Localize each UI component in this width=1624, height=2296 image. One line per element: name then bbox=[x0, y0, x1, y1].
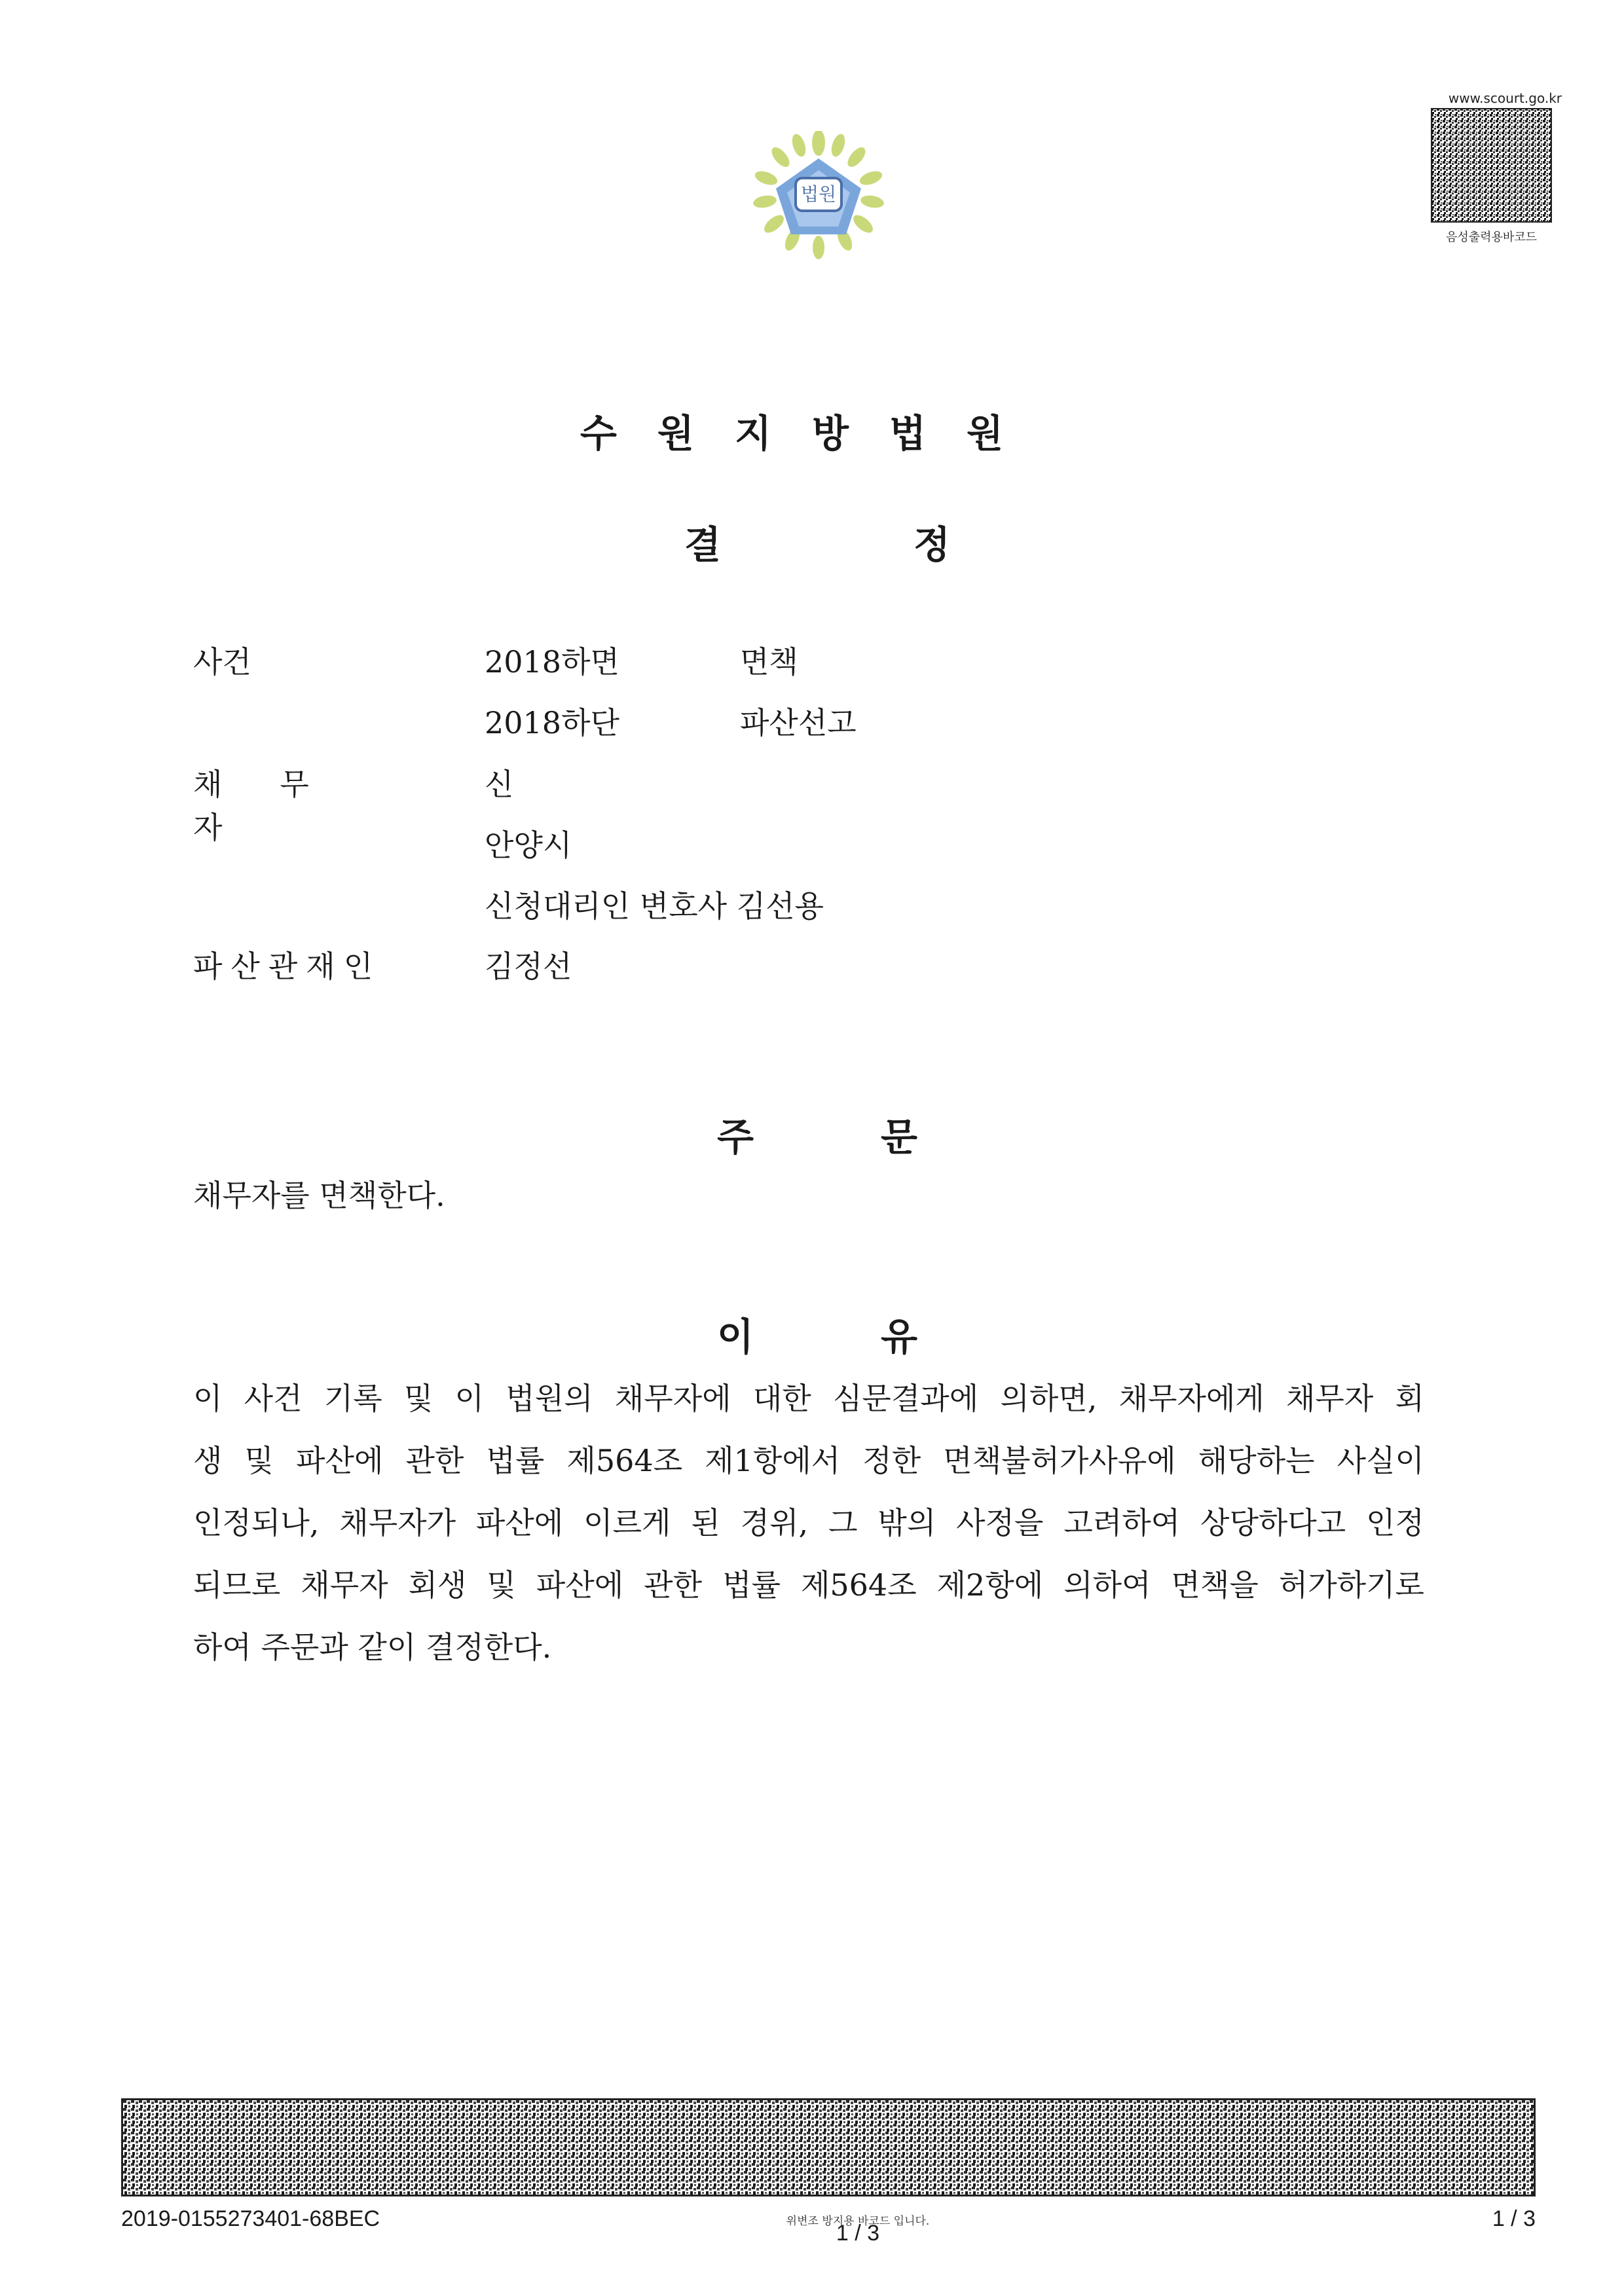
debtor-address: 안양시 bbox=[485, 828, 572, 863]
case-number-1: 2018하면 bbox=[485, 644, 619, 680]
barcode-icon bbox=[123, 2100, 1534, 2195]
case-label-text: 사건 bbox=[193, 644, 251, 680]
document-id: 2019-0155273401-68BEC bbox=[121, 2206, 380, 2231]
court-name: 수원지방법원 bbox=[580, 411, 1044, 456]
barcode-note: 위변조 방지용 바코드 입니다. bbox=[786, 2215, 930, 2228]
reason-heading-first: 이 bbox=[717, 1315, 754, 1359]
seal-label: 법원 bbox=[800, 183, 837, 205]
debtor-name: 신 bbox=[485, 767, 514, 802]
page-number-center: 1 / 3 bbox=[836, 2221, 880, 2246]
qr-code-icon bbox=[1431, 108, 1552, 223]
debtor-label-text: 채무자 bbox=[193, 767, 367, 845]
anti-forgery-barcode bbox=[121, 2098, 1536, 2196]
reason-line-2: 생 및 파산에 관한 법률 제564조 제1항에서 정한 면책불허가사유에 해당하는 사실이 bbox=[193, 1443, 1424, 1478]
barcode-caption: 음성출력용바코드 bbox=[1445, 230, 1538, 244]
order-heading-first: 주 bbox=[717, 1115, 754, 1159]
court-url: www.scourt.go.kr bbox=[1448, 90, 1562, 106]
trustee-label bbox=[193, 943, 383, 986]
case-number-2: 2018하단 bbox=[485, 705, 619, 740]
debtor-agent: 신청대리인 변호사 김선용 bbox=[485, 888, 824, 924]
trustee-name: 김정선 bbox=[485, 949, 572, 984]
page-number-right: 1 / 3 bbox=[1492, 2206, 1536, 2231]
reason-line-1: 이 사건 기록 및 이 법원의 채무자에 대한 심문결과에 의하면, 채무자에게 채무자 회 bbox=[193, 1381, 1424, 1416]
doc-type-second: 정 bbox=[913, 522, 951, 567]
trustee-label-text: 파산관재인 bbox=[193, 949, 382, 984]
case-name-2: 파산선고 bbox=[740, 705, 857, 740]
order-text: 채무자를 면책한다. bbox=[193, 1178, 445, 1213]
reason-line-3: 인정되나, 채무자가 파산에 이르게 된 경위, 그 밖의 사정을 고려하여 상당하다고 인정 bbox=[193, 1505, 1424, 1540]
court-seal bbox=[733, 131, 904, 262]
reason-line-4: 되므로 채무자 회생 및 파산에 관한 법률 제564조 제2항에 의하여 면책을 허가하기로 bbox=[193, 1567, 1424, 1603]
reason-heading-second: 유 bbox=[881, 1315, 918, 1359]
voice-barcode bbox=[1431, 108, 1552, 223]
debtor-label bbox=[193, 761, 383, 847]
order-heading-second: 문 bbox=[881, 1115, 918, 1159]
reason-line-5: 하여 주문과 같이 결정한다. bbox=[193, 1630, 552, 1665]
case-name-1: 면책 bbox=[740, 644, 798, 680]
case-label bbox=[193, 638, 377, 682]
doc-type-first: 결 bbox=[684, 522, 722, 567]
